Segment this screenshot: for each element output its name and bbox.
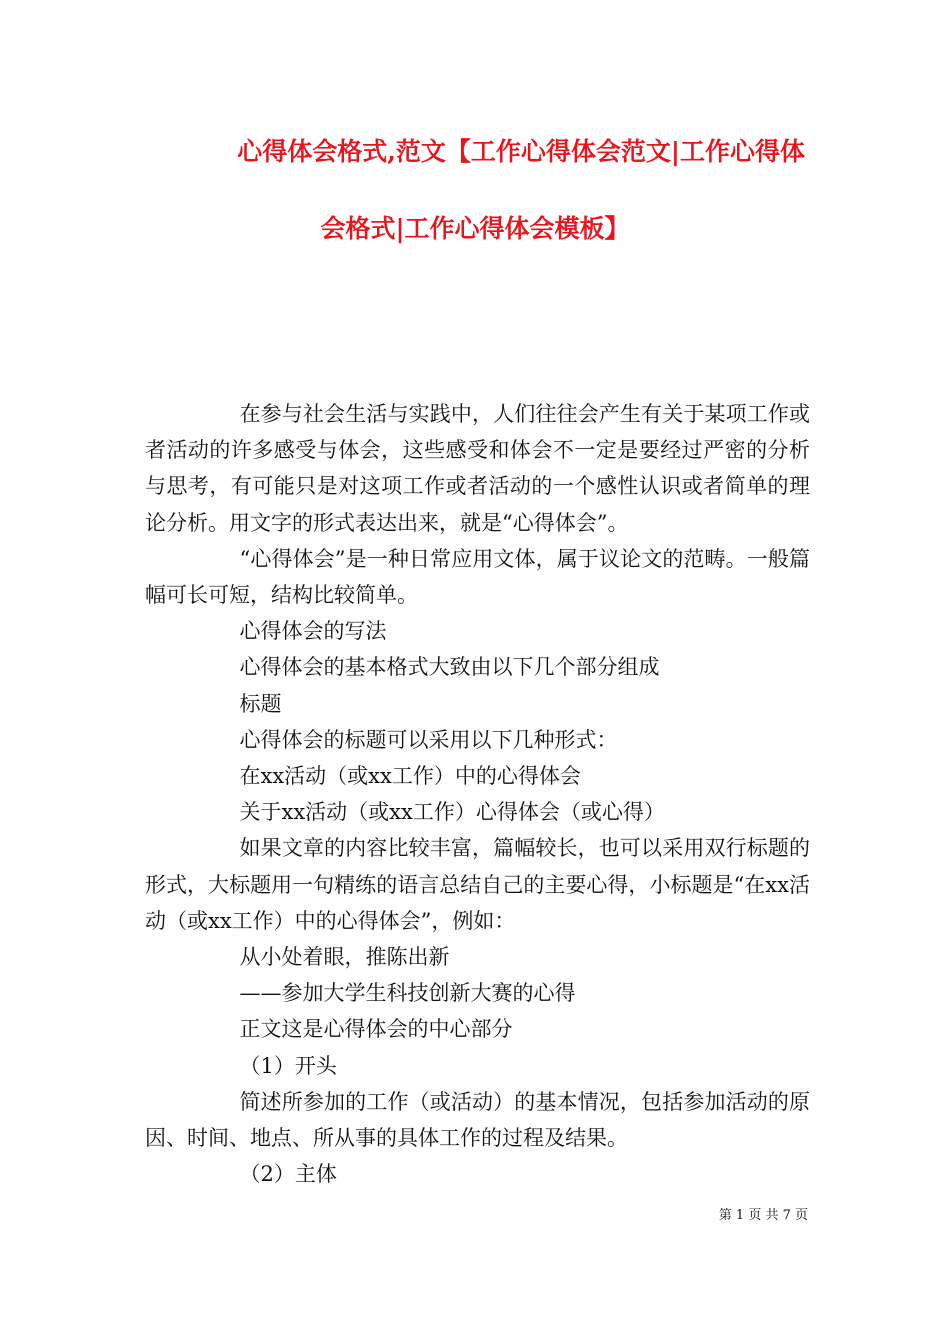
heading-writing-method: 心得体会的写法	[239, 619, 387, 644]
heading-opening: （1）开头	[239, 1053, 337, 1078]
paragraph-intro: 在参与社会生活与实践中，人们往往会产生有关于某项工作或者活动的许多感受与体会，这些感受和体会不一定是要经过严密的分析与思考，有可能只是对这项工作或者活动的一个感性认识或者简单的理论分析。用文字的形式表达出来，就是“心得体会”。	[145, 402, 810, 535]
page-number-footer: 第 1 页 共 7 页	[718, 1208, 808, 1223]
example-subtitle: ——参加大学生科技创新大赛的心得	[239, 981, 576, 1006]
paragraph-opening-desc: 简述所参加的工作（或活动）的基本情况，包括参加活动的原因、时间、地点、所从事的具体工作的过程及结果。	[145, 1089, 810, 1151]
example-main-title: 从小处着眼，推陈出新	[239, 945, 450, 970]
document-body	[145, 396, 810, 1192]
document-title-line-2: 会格式|工作心得体会模板】	[320, 214, 630, 243]
paragraph-double-title: 如果文章的内容比较丰富，篇幅较长，也可以采用双行标题的形式，大标题用一句精练的语言总结自己的主要心得，小标题是“在xx活动（或xx工作）中的心得体会”，例如：	[145, 836, 810, 933]
heading-main-body: （2）主体	[239, 1162, 337, 1187]
paragraph-title-forms: 心得体会的标题可以采用以下几种形式：	[239, 727, 618, 752]
heading-title: 标题	[239, 691, 282, 716]
document-title-line-1: 心得体会格式,范文【工作心得体会范文|工作心得体	[237, 137, 805, 166]
example-title-1: 在xx活动（或xx工作）中的心得体会	[239, 764, 581, 789]
paragraph-definition: “心得体会”是一种日常应用文体，属于议论文的范畴。一般篇幅可长可短，结构比较简单。	[145, 546, 810, 608]
heading-body-text: 正文这是心得体会的中心部分	[239, 1017, 513, 1042]
paragraph-basic-format: 心得体会的基本格式大致由以下几个部分组成	[239, 655, 660, 680]
example-title-2: 关于xx活动（或xx工作）心得体会（或心得）	[239, 800, 665, 825]
